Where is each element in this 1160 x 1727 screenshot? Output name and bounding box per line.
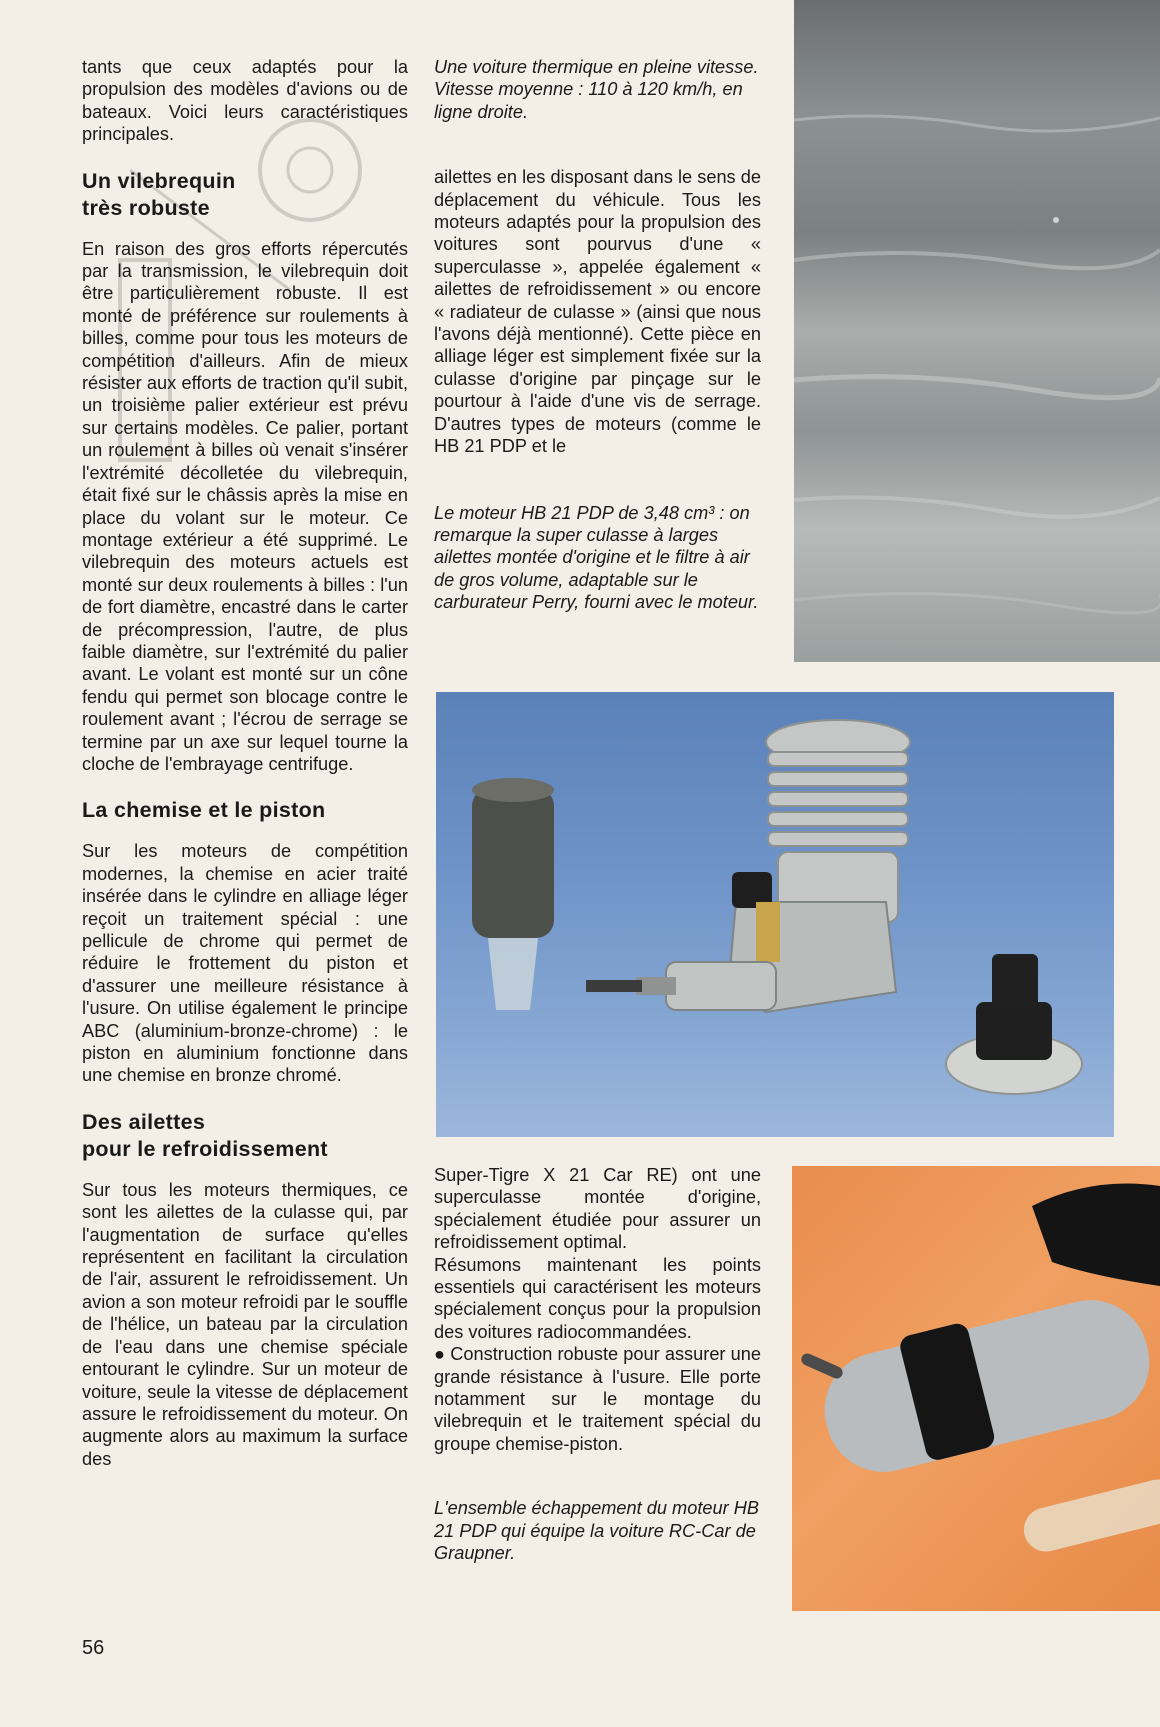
left-paragraph-2: En raison des gros efforts répercutés par la transmission, le vilebrequin doit être particulièrement robuste. Il est monté de préférence sur roulements à billes, comme pour tous les moteurs de compétition d'ailleurs. Afin de mieux résister aux efforts de traction qu'il subit, un troisième palier extérieur est prévu sur certains modèles. Ce palier, portant un roulement à billes où venait s'insérer l'extrémité décolletée du vilebrequin, était fixé sur le châssis après la mise en place du volant sur le moteur. Ce montage extérieur a été supprimé. Le vilebrequin des moteurs actuels est monté sur deux roulements à billes : l'un de fort diamètre, encastré dans le carter de précompression, l'autre, de plus faible diamètre, sur l'extrémité du palier avant. Le volant est monté sur un cône fendu qui permet son blocage contre le roulement avant ; l'écrou de serrage se termine par un axe sur lequel tourne la cloche de l'embrayage centrifuge. <box>82 238 408 774</box>
left-column <box>82 56 408 1470</box>
photo-exhaust-set <box>792 1166 1160 1611</box>
heading-ailettes-line2: pour le refroidissement <box>82 1136 328 1161</box>
page-number: 56 <box>82 1637 105 1659</box>
middle-column <box>434 56 761 614</box>
heading-vilebrequin-line1: Un vilebrequin <box>82 168 236 193</box>
photo-engine-hb21 <box>436 692 1114 1137</box>
engine-illustration <box>436 692 1114 1137</box>
heading-ailettes-line1: Des ailettes <box>82 1109 206 1134</box>
middle-column-lower <box>434 1164 761 1565</box>
left-paragraph-4: Sur tous les moteurs thermiques, ce sont les ailettes de la culasse qui, par l'augmentation de surface qu'elles représentent en facilitant la circulation de l'air, assurent le refroidissement. Un avion a son moteur refroidi par le souffle de l'hélice, un bateau par la circulation de l'eau dans une chemise spéciale entourant le cylindre. Sur un moteur de voiture, seule la vitesse de déplacement assure le refroidissement du moteur. On augmente alors au maximum la surface des <box>82 1179 408 1469</box>
left-paragraph-1: tants que ceux adaptés pour la propulsion des modèles d'avions ou de bateaux. Voici leurs caractéristiques principales. <box>82 57 408 145</box>
middle-paragraph-2: Super-Tigre X 21 Car RE) ont une superculasse montée d'origine, spécialement étudiée pour assurer un refroidissement optimal. <box>434 1165 761 1253</box>
photo-car-water <box>794 0 1160 662</box>
caption-engine-hb21: Le moteur HB 21 PDP de 3,48 cm³ : on remarque la super culasse à larges ailettes montée d'origine et le filtre à air de gros volume, adaptable sur le carburateur Perry, fourni avec le moteur. <box>434 502 759 613</box>
middle-paragraph-1: ailettes en les disposant dans le sens de déplacement du véhicule. Tous les moteurs adaptés pour la propulsion des voitures sont pourvus d'une « superculasse », appelée également « ailettes de refroidissement » ou encore « radiateur de culasse » (ainsi que nous l'avons déjà mentionné). Cette pièce en alliage léger est simplement fixée sur la culasse d'origine par pinçage sur le pourtour à l'aide d'une vis de serrage. D'autres types de moteurs (comme le HB 21 PDP et le <box>434 167 761 457</box>
caption-car-speed: Une voiture thermique en pleine vitesse. Vitesse moyenne : 110 à 120 km/h, en ligne droite. <box>434 57 759 122</box>
middle-paragraph-4: ● Construction robuste pour assurer une grande résistance à l'usure. Elle porte notamment sur le montage du vilebrequin et le traitement spécial du groupe chemise-piston. <box>434 1344 761 1454</box>
heading-chemise-piston: La chemise et le piston <box>82 798 326 823</box>
caption-exhaust: L'ensemble échappement du moteur HB 21 PDP qui équipe la voiture RC-Car de Graupner. <box>434 1498 759 1564</box>
water-texture <box>794 0 1160 662</box>
heading-ailettes <box>82 1109 408 1163</box>
exhaust-illustration <box>792 1166 1160 1611</box>
middle-paragraph-3: Résumons maintenant les points essentiels qui caractérisent les moteurs spécialement conçus pour la propulsion des voitures radiocommandées. <box>434 1254 761 1342</box>
heading-vilebrequin-line2: très robuste <box>82 195 210 220</box>
left-paragraph-3: Sur les moteurs de compétition modernes, la chemise en acier traité insérée dans le cylindre en alliage léger reçoit un traitement spécial : une pellicule de chrome qui permet de réduire le frottement du piston et d'assurer une meilleure résistance à l'usure. On utilise également le principe ABC (aluminium-bronze-chrome) : le piston en aluminium fonctionne dans une chemise en bronze chromé. <box>82 841 408 1086</box>
heading-vilebrequin <box>82 168 408 222</box>
